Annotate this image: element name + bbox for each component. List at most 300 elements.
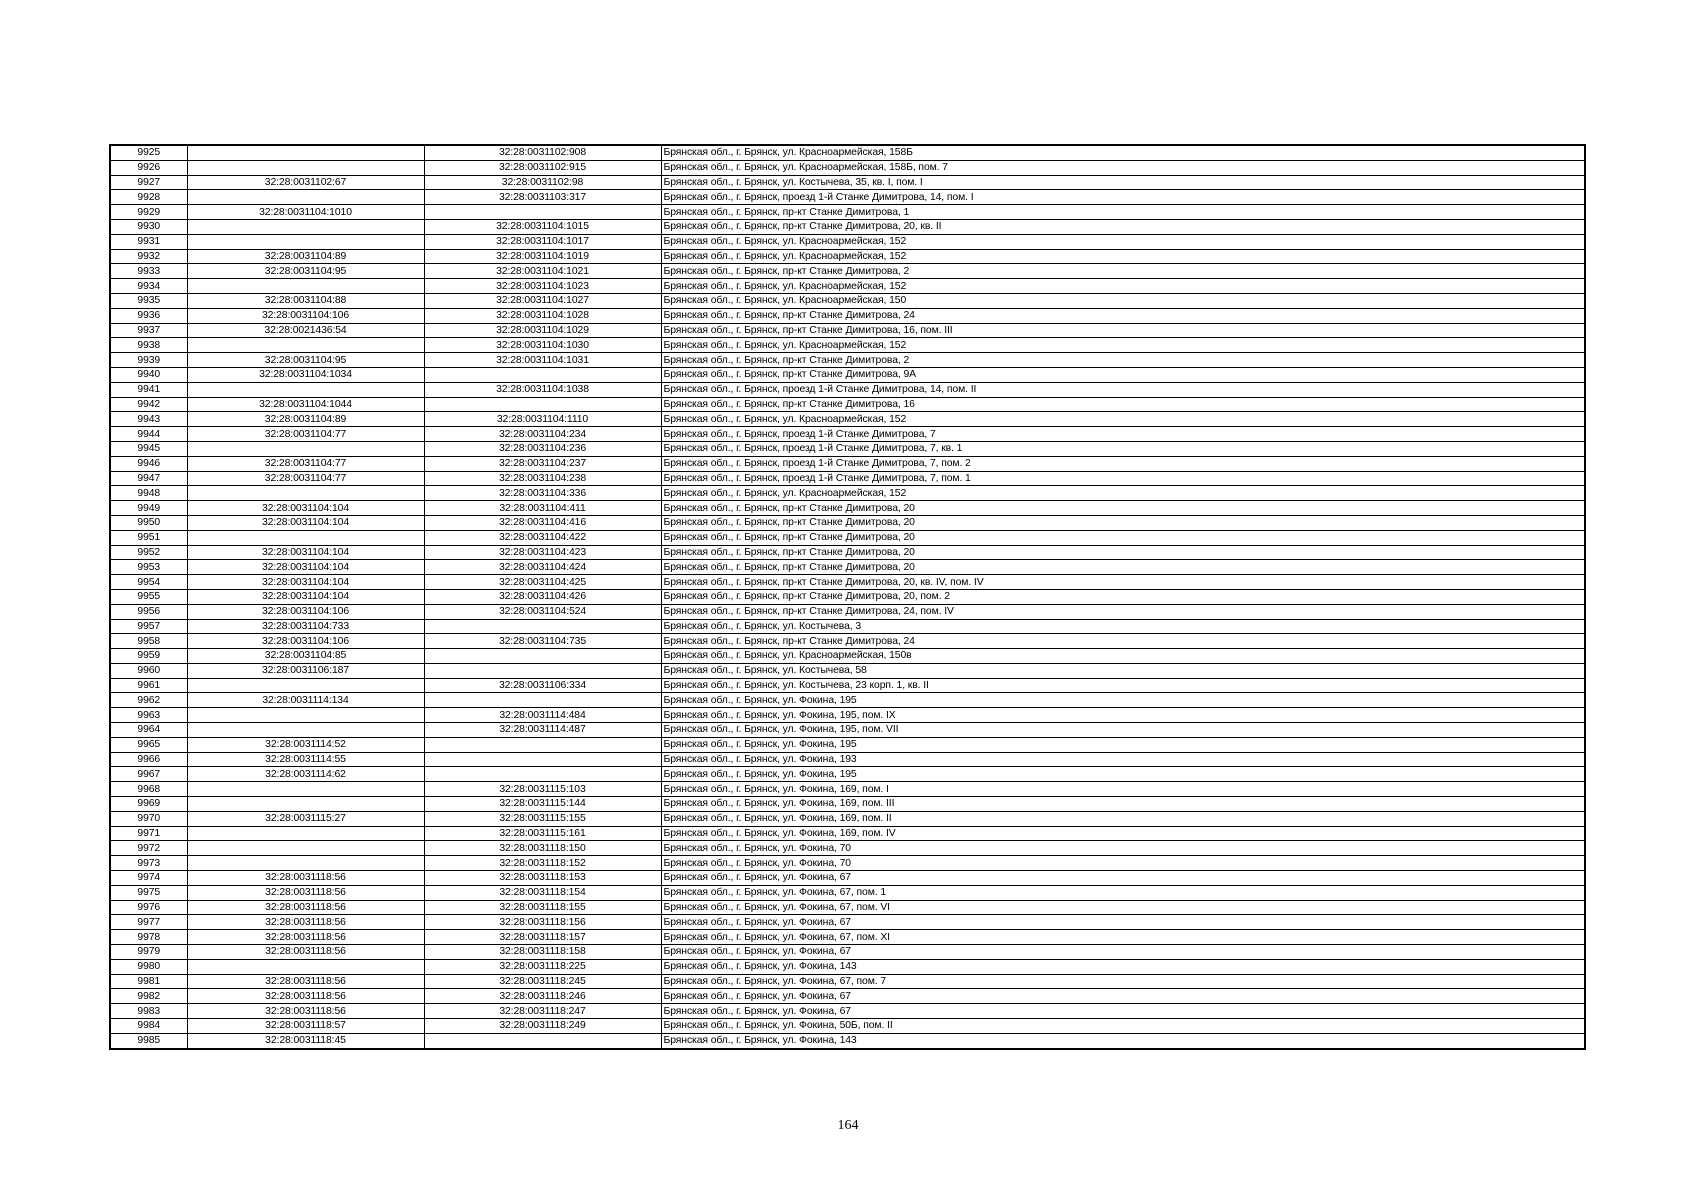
- address-cell: Брянская обл., г. Брянск, ул. Красноармейская, 152: [661, 338, 1585, 353]
- land-plot-number-cell: 32:28:0031118:56: [187, 1004, 424, 1019]
- object-number-cell: [424, 397, 661, 412]
- address-cell: Брянская обл., г. Брянск, ул. Фокина, 195: [661, 737, 1585, 752]
- land-plot-number-cell: [187, 160, 424, 175]
- table-row: [110, 560, 1585, 575]
- land-plot-number-cell: 32:28:0031104:89: [187, 249, 424, 264]
- object-number-cell: 32:28:0031118:225: [424, 959, 661, 974]
- land-plot-number-cell: 32:28:0031104:104: [187, 501, 424, 516]
- row-number-cell: 9959: [110, 649, 187, 664]
- address-cell: Брянская обл., г. Брянск, проезд 1-й Станке Димитрова, 7, пом. 1: [661, 471, 1585, 486]
- object-number-cell: 32:28:0031104:1031: [424, 353, 661, 368]
- address-cell: Брянская обл., г. Брянск, пр-кт Станке Димитрова, 2: [661, 353, 1585, 368]
- table-row: [110, 293, 1585, 308]
- row-number-cell: 9952: [110, 545, 187, 560]
- row-number-cell: 9950: [110, 515, 187, 530]
- row-number-cell: 9967: [110, 767, 187, 782]
- land-plot-number-cell: 32:28:0031104:106: [187, 604, 424, 619]
- row-number-cell: 9983: [110, 1004, 187, 1019]
- address-cell: Брянская обл., г. Брянск, пр-кт Станке Димитрова, 20, кв. II: [661, 219, 1585, 234]
- land-plot-number-cell: [187, 826, 424, 841]
- address-cell: Брянская обл., г. Брянск, ул. Фокина, 169, пом. III: [661, 797, 1585, 812]
- address-cell: Брянская обл., г. Брянск, ул. Фокина, 169, пом. II: [661, 811, 1585, 826]
- object-number-cell: 32:28:0031114:484: [424, 708, 661, 723]
- address-cell: Брянская обл., г. Брянск, ул. Красноармейская, 158Б: [661, 145, 1585, 160]
- address-cell: Брянская обл., г. Брянск, ул. Фокина, 67: [661, 915, 1585, 930]
- land-plot-number-cell: 32:28:0031118:56: [187, 915, 424, 930]
- object-number-cell: 32:28:0031118:249: [424, 1019, 661, 1034]
- row-number-cell: 9956: [110, 604, 187, 619]
- table-row: [110, 974, 1585, 989]
- table-row: [110, 826, 1585, 841]
- object-number-cell: 32:28:0031115:103: [424, 782, 661, 797]
- land-plot-number-cell: [187, 708, 424, 723]
- land-plot-number-cell: 32:28:0031104:1034: [187, 367, 424, 382]
- object-number-cell: 32:28:0031104:416: [424, 515, 661, 530]
- land-plot-number-cell: [187, 782, 424, 797]
- object-number-cell: 32:28:0031104:423: [424, 545, 661, 560]
- address-cell: Брянская обл., г. Брянск, ул. Красноармейская, 152: [661, 279, 1585, 294]
- address-cell: Брянская обл., г. Брянск, пр-кт Станке Димитрова, 24: [661, 308, 1585, 323]
- address-cell: Брянская обл., г. Брянск, ул. Костычева, 3: [661, 619, 1585, 634]
- table-row: [110, 234, 1585, 249]
- object-number-cell: 32:28:0031103:317: [424, 190, 661, 205]
- table-row: [110, 190, 1585, 205]
- row-number-cell: 9934: [110, 279, 187, 294]
- address-cell: Брянская обл., г. Брянск, ул. Фокина, 193: [661, 752, 1585, 767]
- table-row: [110, 353, 1585, 368]
- address-cell: Брянская обл., г. Брянск, пр-кт Станке Димитрова, 20: [661, 501, 1585, 516]
- land-plot-number-cell: 32:28:0031118:56: [187, 945, 424, 960]
- land-plot-number-cell: [187, 530, 424, 545]
- row-number-cell: 9965: [110, 737, 187, 752]
- land-plot-number-cell: [187, 959, 424, 974]
- object-number-cell: 32:28:0031106:334: [424, 678, 661, 693]
- table-row: [110, 1033, 1585, 1048]
- object-number-cell: 32:28:0031104:1023: [424, 279, 661, 294]
- address-cell: Брянская обл., г. Брянск, ул. Красноармейская, 152: [661, 486, 1585, 501]
- land-plot-number-cell: 32:28:0031104:1044: [187, 397, 424, 412]
- row-number-cell: 9927: [110, 175, 187, 190]
- row-number-cell: 9939: [110, 353, 187, 368]
- land-plot-number-cell: 32:28:0031104:733: [187, 619, 424, 634]
- address-cell: Брянская обл., г. Брянск, ул. Красноармейская, 158Б, пом. 7: [661, 160, 1585, 175]
- object-number-cell: 32:28:0031118:247: [424, 1004, 661, 1019]
- object-number-cell: 32:28:0031104:422: [424, 530, 661, 545]
- address-cell: Брянская обл., г. Брянск, проезд 1-й Станке Димитрова, 7, кв. 1: [661, 441, 1585, 456]
- object-number-cell: 32:28:0031104:237: [424, 456, 661, 471]
- land-plot-number-cell: 32:28:0031118:56: [187, 930, 424, 945]
- object-number-cell: 32:28:0031104:1030: [424, 338, 661, 353]
- page-number: 164: [837, 1118, 859, 1133]
- table-row: [110, 915, 1585, 930]
- object-number-cell: 32:28:0031104:1110: [424, 412, 661, 427]
- address-cell: Брянская обл., г. Брянск, ул. Фокина, 70: [661, 841, 1585, 856]
- row-number-cell: 9941: [110, 382, 187, 397]
- object-number-cell: 32:28:0031118:150: [424, 841, 661, 856]
- table-row: [110, 515, 1585, 530]
- table-row: [110, 367, 1585, 382]
- table-row: [110, 856, 1585, 871]
- land-plot-number-cell: 32:28:0031102:67: [187, 175, 424, 190]
- land-plot-number-cell: [187, 441, 424, 456]
- land-plot-number-cell: [187, 338, 424, 353]
- row-number-cell: 9981: [110, 974, 187, 989]
- address-cell: Брянская обл., г. Брянск, пр-кт Станке Димитрова, 20, кв. IV, пом. IV: [661, 575, 1585, 590]
- address-cell: Брянская обл., г. Брянск, пр-кт Станке Димитрова, 1: [661, 205, 1585, 220]
- object-number-cell: [424, 737, 661, 752]
- land-plot-number-cell: [187, 678, 424, 693]
- table-row: [110, 885, 1585, 900]
- row-number-cell: 9943: [110, 412, 187, 427]
- address-cell: Брянская обл., г. Брянск, проезд 1-й Станке Димитрова, 7, пом. 2: [661, 456, 1585, 471]
- land-plot-number-cell: 32:28:0031104:1010: [187, 205, 424, 220]
- land-plot-number-cell: [187, 145, 424, 160]
- land-plot-number-cell: 32:28:0031114:52: [187, 737, 424, 752]
- row-number-cell: 9937: [110, 323, 187, 338]
- object-number-cell: 32:28:0031118:153: [424, 871, 661, 886]
- land-plot-number-cell: 32:28:0031104:104: [187, 575, 424, 590]
- object-number-cell: 32:28:0031118:156: [424, 915, 661, 930]
- row-number-cell: 9946: [110, 456, 187, 471]
- table-row: [110, 634, 1585, 649]
- table-row: [110, 841, 1585, 856]
- object-number-cell: 32:28:0031104:1029: [424, 323, 661, 338]
- row-number-cell: 9948: [110, 486, 187, 501]
- address-cell: Брянская обл., г. Брянск, ул. Фокина, 70: [661, 856, 1585, 871]
- table-row: [110, 589, 1585, 604]
- row-number-cell: 9975: [110, 885, 187, 900]
- row-number-cell: 9978: [110, 930, 187, 945]
- land-plot-number-cell: 32:28:0031115:27: [187, 811, 424, 826]
- object-number-cell: [424, 752, 661, 767]
- land-plot-number-cell: 32:28:0031118:56: [187, 974, 424, 989]
- row-number-cell: 9969: [110, 797, 187, 812]
- address-cell: Брянская обл., г. Брянск, ул. Фокина, 195: [661, 693, 1585, 708]
- row-number-cell: 9968: [110, 782, 187, 797]
- row-number-cell: 9928: [110, 190, 187, 205]
- address-cell: Брянская обл., г. Брянск, ул. Фокина, 195, пом. IX: [661, 708, 1585, 723]
- land-plot-number-cell: 32:28:0031118:56: [187, 900, 424, 915]
- table-row: [110, 323, 1585, 338]
- address-cell: Брянская обл., г. Брянск, ул. Красноармейская, 150: [661, 293, 1585, 308]
- row-number-cell: 9955: [110, 589, 187, 604]
- address-cell: Брянская обл., г. Брянск, пр-кт Станке Димитрова, 20: [661, 545, 1585, 560]
- object-number-cell: 32:28:0031104:1027: [424, 293, 661, 308]
- table-row: [110, 930, 1585, 945]
- land-plot-number-cell: 32:28:0031118:56: [187, 989, 424, 1004]
- row-number-cell: 9932: [110, 249, 187, 264]
- land-plot-number-cell: [187, 382, 424, 397]
- table-row: [110, 397, 1585, 412]
- address-cell: Брянская обл., г. Брянск, ул. Фокина, 67, пом. 7: [661, 974, 1585, 989]
- row-number-cell: 9957: [110, 619, 187, 634]
- row-number-cell: 9931: [110, 234, 187, 249]
- object-number-cell: [424, 693, 661, 708]
- table-row: [110, 782, 1585, 797]
- table-row: [110, 708, 1585, 723]
- address-cell: Брянская обл., г. Брянск, пр-кт Станке Димитрова, 9А: [661, 367, 1585, 382]
- table-row: [110, 945, 1585, 960]
- address-cell: Брянская обл., г. Брянск, ул. Красноармейская, 152: [661, 249, 1585, 264]
- row-number-cell: 9964: [110, 723, 187, 738]
- row-number-cell: 9972: [110, 841, 187, 856]
- address-cell: Брянская обл., г. Брянск, ул. Фокина, 67: [661, 989, 1585, 1004]
- table-row: [110, 619, 1585, 634]
- object-number-cell: [424, 663, 661, 678]
- object-number-cell: 32:28:0031115:155: [424, 811, 661, 826]
- table-row: [110, 456, 1585, 471]
- object-number-cell: 32:28:0031104:425: [424, 575, 661, 590]
- object-number-cell: 32:28:0031118:245: [424, 974, 661, 989]
- row-number-cell: 9925: [110, 145, 187, 160]
- row-number-cell: 9947: [110, 471, 187, 486]
- row-number-cell: 9936: [110, 308, 187, 323]
- row-number-cell: 9930: [110, 219, 187, 234]
- object-number-cell: 32:28:0031102:908: [424, 145, 661, 160]
- table-row: [110, 575, 1585, 590]
- address-cell: Брянская обл., г. Брянск, ул. Костычева, 23 корп. 1, кв. II: [661, 678, 1585, 693]
- row-number-cell: 9982: [110, 989, 187, 1004]
- table-row: [110, 900, 1585, 915]
- row-number-cell: 9961: [110, 678, 187, 693]
- table-row: [110, 145, 1585, 160]
- object-number-cell: [424, 619, 661, 634]
- object-number-cell: 32:28:0031118:157: [424, 930, 661, 945]
- land-plot-number-cell: 32:28:0031104:104: [187, 515, 424, 530]
- land-plot-number-cell: 32:28:0031104:85: [187, 649, 424, 664]
- land-plot-number-cell: 32:28:0031114:55: [187, 752, 424, 767]
- land-plot-number-cell: [187, 486, 424, 501]
- object-number-cell: 32:28:0031104:1017: [424, 234, 661, 249]
- address-cell: Брянская обл., г. Брянск, ул. Фокина, 67, пом. 1: [661, 885, 1585, 900]
- cadastral-register-table: [109, 144, 1586, 1050]
- address-cell: Брянская обл., г. Брянск, пр-кт Станке Димитрова, 20: [661, 515, 1585, 530]
- land-plot-number-cell: [187, 234, 424, 249]
- table-row: [110, 264, 1585, 279]
- land-plot-number-cell: 32:28:0031104:77: [187, 456, 424, 471]
- table-row: [110, 308, 1585, 323]
- land-plot-number-cell: 32:28:0031104:88: [187, 293, 424, 308]
- table-row: [110, 249, 1585, 264]
- object-number-cell: 32:28:0031104:735: [424, 634, 661, 649]
- row-number-cell: 9929: [110, 205, 187, 220]
- land-plot-number-cell: 32:28:0031104:106: [187, 308, 424, 323]
- table-row: [110, 811, 1585, 826]
- row-number-cell: 9945: [110, 441, 187, 456]
- object-number-cell: 32:28:0031104:236: [424, 441, 661, 456]
- object-number-cell: 32:28:0031118:152: [424, 856, 661, 871]
- row-number-cell: 9977: [110, 915, 187, 930]
- table-row: [110, 160, 1585, 175]
- table-row: [110, 427, 1585, 442]
- row-number-cell: 9962: [110, 693, 187, 708]
- table-row: [110, 767, 1585, 782]
- address-cell: Брянская обл., г. Брянск, ул. Красноармейская, 150в: [661, 649, 1585, 664]
- table-body: [110, 145, 1585, 1049]
- table-row: [110, 663, 1585, 678]
- object-number-cell: 32:28:0031104:524: [424, 604, 661, 619]
- table-row: [110, 752, 1585, 767]
- object-number-cell: [424, 767, 661, 782]
- land-plot-number-cell: 32:28:0031104:104: [187, 589, 424, 604]
- object-number-cell: [424, 367, 661, 382]
- object-number-cell: 32:28:0031118:154: [424, 885, 661, 900]
- row-number-cell: 9953: [110, 560, 187, 575]
- address-cell: Брянская обл., г. Брянск, ул. Фокина, 169, пом. IV: [661, 826, 1585, 841]
- row-number-cell: 9963: [110, 708, 187, 723]
- land-plot-number-cell: [187, 190, 424, 205]
- table-row: [110, 412, 1585, 427]
- table-row: [110, 871, 1585, 886]
- address-cell: Брянская обл., г. Брянск, ул. Фокина, 67: [661, 871, 1585, 886]
- object-number-cell: 32:28:0031104:1028: [424, 308, 661, 323]
- table-row: [110, 219, 1585, 234]
- row-number-cell: 9960: [110, 663, 187, 678]
- table-row: [110, 1004, 1585, 1019]
- row-number-cell: 9970: [110, 811, 187, 826]
- address-cell: Брянская обл., г. Брянск, пр-кт Станке Димитрова, 2: [661, 264, 1585, 279]
- row-number-cell: 9942: [110, 397, 187, 412]
- row-number-cell: 9938: [110, 338, 187, 353]
- table-row: [110, 501, 1585, 516]
- object-number-cell: 32:28:0031118:155: [424, 900, 661, 915]
- row-number-cell: 9933: [110, 264, 187, 279]
- land-plot-number-cell: 32:28:0021436:54: [187, 323, 424, 338]
- object-number-cell: 32:28:0031104:1015: [424, 219, 661, 234]
- row-number-cell: 9984: [110, 1019, 187, 1034]
- land-plot-number-cell: [187, 841, 424, 856]
- land-plot-number-cell: [187, 219, 424, 234]
- object-number-cell: 32:28:0031115:144: [424, 797, 661, 812]
- land-plot-number-cell: 32:28:0031104:104: [187, 545, 424, 560]
- object-number-cell: 32:28:0031102:98: [424, 175, 661, 190]
- object-number-cell: [424, 205, 661, 220]
- address-cell: Брянская обл., г. Брянск, проезд 1-й Станке Димитрова, 14, пом. II: [661, 382, 1585, 397]
- land-plot-number-cell: 32:28:0031104:89: [187, 412, 424, 427]
- address-cell: Брянская обл., г. Брянск, пр-кт Станке Димитрова, 20: [661, 530, 1585, 545]
- address-cell: Брянская обл., г. Брянск, ул. Фокина, 143: [661, 1033, 1585, 1048]
- address-cell: Брянская обл., г. Брянск, ул. Фокина, 67: [661, 945, 1585, 960]
- land-plot-number-cell: [187, 279, 424, 294]
- row-number-cell: 9974: [110, 871, 187, 886]
- table-row: [110, 989, 1585, 1004]
- table-row: [110, 382, 1585, 397]
- object-number-cell: 32:28:0031104:234: [424, 427, 661, 442]
- address-cell: Брянская обл., г. Брянск, пр-кт Станке Димитрова, 20, пом. 2: [661, 589, 1585, 604]
- table-row: [110, 1019, 1585, 1034]
- address-cell: Брянская обл., г. Брянск, ул. Фокина, 195, пом. VII: [661, 723, 1585, 738]
- address-cell: Брянская обл., г. Брянск, пр-кт Станке Димитрова, 24: [661, 634, 1585, 649]
- address-cell: Брянская обл., г. Брянск, пр-кт Станке Димитрова, 16, пом. III: [661, 323, 1585, 338]
- object-number-cell: 32:28:0031104:424: [424, 560, 661, 575]
- row-number-cell: 9926: [110, 160, 187, 175]
- address-cell: Брянская обл., г. Брянск, пр-кт Станке Димитрова, 24, пом. IV: [661, 604, 1585, 619]
- table-row: [110, 175, 1585, 190]
- table-row: [110, 486, 1585, 501]
- row-number-cell: 9966: [110, 752, 187, 767]
- object-number-cell: 32:28:0031104:238: [424, 471, 661, 486]
- land-plot-number-cell: 32:28:0031114:62: [187, 767, 424, 782]
- row-number-cell: 9971: [110, 826, 187, 841]
- row-number-cell: 9954: [110, 575, 187, 590]
- land-plot-number-cell: [187, 856, 424, 871]
- row-number-cell: 9980: [110, 959, 187, 974]
- table-row: [110, 205, 1585, 220]
- address-cell: Брянская обл., г. Брянск, пр-кт Станке Димитрова, 20: [661, 560, 1585, 575]
- table-row: [110, 338, 1585, 353]
- object-number-cell: 32:28:0031102:915: [424, 160, 661, 175]
- table-row: [110, 723, 1585, 738]
- address-cell: Брянская обл., г. Брянск, проезд 1-й Станке Димитрова, 7: [661, 427, 1585, 442]
- table-row: [110, 693, 1585, 708]
- object-number-cell: 32:28:0031104:1038: [424, 382, 661, 397]
- table-row: [110, 441, 1585, 456]
- table-row: [110, 737, 1585, 752]
- land-plot-number-cell: 32:28:0031118:45: [187, 1033, 424, 1048]
- address-cell: Брянская обл., г. Брянск, ул. Костычева, 35, кв. I, пом. I: [661, 175, 1585, 190]
- table-row: [110, 959, 1585, 974]
- land-plot-number-cell: 32:28:0031104:77: [187, 471, 424, 486]
- land-plot-number-cell: 32:28:0031104:77: [187, 427, 424, 442]
- address-cell: Брянская обл., г. Брянск, ул. Костычева, 58: [661, 663, 1585, 678]
- land-plot-number-cell: 32:28:0031118:56: [187, 885, 424, 900]
- land-plot-number-cell: 32:28:0031106:187: [187, 663, 424, 678]
- address-cell: Брянская обл., г. Брянск, ул. Фокина, 195: [661, 767, 1585, 782]
- address-cell: Брянская обл., г. Брянск, ул. Красноармейская, 152: [661, 412, 1585, 427]
- table-row: [110, 545, 1585, 560]
- row-number-cell: 9951: [110, 530, 187, 545]
- row-number-cell: 9979: [110, 945, 187, 960]
- land-plot-number-cell: 32:28:0031104:104: [187, 560, 424, 575]
- row-number-cell: 9985: [110, 1033, 187, 1048]
- address-cell: Брянская обл., г. Брянск, пр-кт Станке Димитрова, 16: [661, 397, 1585, 412]
- table-row: [110, 649, 1585, 664]
- address-cell: Брянская обл., г. Брянск, ул. Фокина, 169, пом. I: [661, 782, 1585, 797]
- object-number-cell: 32:28:0031104:336: [424, 486, 661, 501]
- land-plot-number-cell: [187, 723, 424, 738]
- object-number-cell: 32:28:0031104:1019: [424, 249, 661, 264]
- object-number-cell: 32:28:0031104:1021: [424, 264, 661, 279]
- object-number-cell: 32:28:0031114:487: [424, 723, 661, 738]
- address-cell: Брянская обл., г. Брянск, проезд 1-й Станке Димитрова, 14, пом. I: [661, 190, 1585, 205]
- register-sheet: [109, 144, 1584, 1050]
- land-plot-number-cell: 32:28:0031118:57: [187, 1019, 424, 1034]
- address-cell: Брянская обл., г. Брянск, ул. Фокина, 50Б, пом. II: [661, 1019, 1585, 1034]
- object-number-cell: 32:28:0031118:158: [424, 945, 661, 960]
- address-cell: Брянская обл., г. Брянск, ул. Фокина, 67, пом. XI: [661, 930, 1585, 945]
- object-number-cell: 32:28:0031115:161: [424, 826, 661, 841]
- table-row: [110, 678, 1585, 693]
- land-plot-number-cell: 32:28:0031118:56: [187, 871, 424, 886]
- object-number-cell: 32:28:0031104:426: [424, 589, 661, 604]
- address-cell: Брянская обл., г. Брянск, ул. Фокина, 67, пом. VI: [661, 900, 1585, 915]
- address-cell: Брянская обл., г. Брянск, ул. Красноармейская, 152: [661, 234, 1585, 249]
- row-number-cell: 9944: [110, 427, 187, 442]
- land-plot-number-cell: 32:28:0031104:106: [187, 634, 424, 649]
- table-row: [110, 471, 1585, 486]
- table-row: [110, 279, 1585, 294]
- row-number-cell: 9958: [110, 634, 187, 649]
- land-plot-number-cell: 32:28:0031104:95: [187, 264, 424, 279]
- row-number-cell: 9949: [110, 501, 187, 516]
- row-number-cell: 9976: [110, 900, 187, 915]
- land-plot-number-cell: 32:28:0031104:95: [187, 353, 424, 368]
- row-number-cell: 9973: [110, 856, 187, 871]
- row-number-cell: 9940: [110, 367, 187, 382]
- object-number-cell: 32:28:0031104:411: [424, 501, 661, 516]
- object-number-cell: [424, 1033, 661, 1048]
- object-number-cell: [424, 649, 661, 664]
